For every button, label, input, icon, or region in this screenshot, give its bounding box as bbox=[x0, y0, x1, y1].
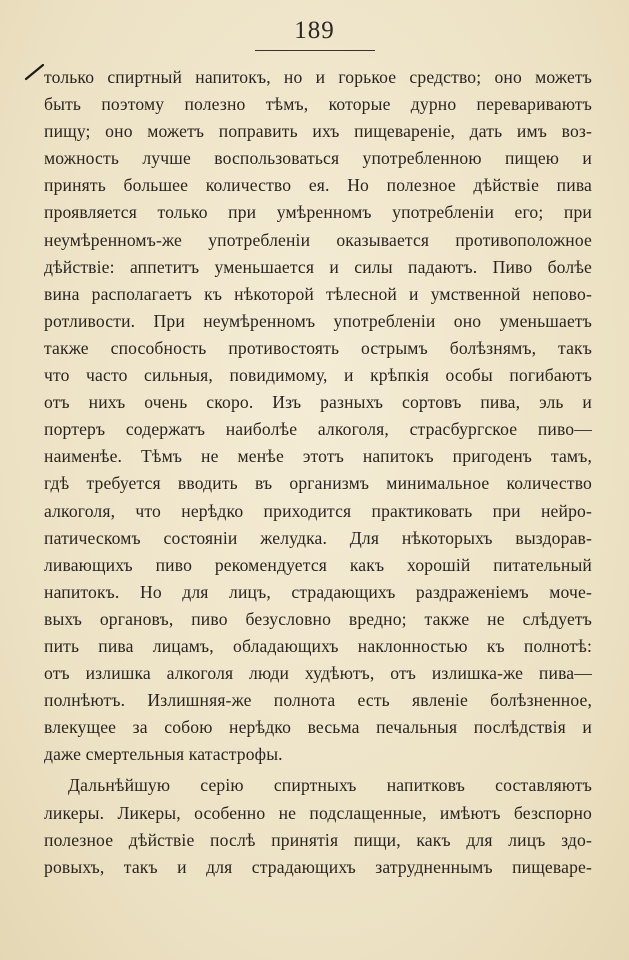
text-line: наименѣе. Тѣмъ не менѣе этотъ напитокъ пригоденъ тамъ, bbox=[44, 446, 592, 467]
text-line: что часто сильныя, повидимому, и крѣпкія особы погибаютъ bbox=[44, 365, 592, 386]
text-line: пить пива лицамъ, обладающихъ наклонностью къ полнотѣ: bbox=[44, 635, 592, 656]
text-line: отъ нихъ очень скоро. Изъ разныхъ сортовъ пива, эль и bbox=[44, 392, 592, 413]
text-line: отъ излишка алкоголя люди худѣютъ, отъ излишка-же пива— bbox=[44, 663, 592, 684]
text-line: ливающихъ пиво рекомендуется какъ хорошій питательный bbox=[44, 554, 592, 575]
text-line: гдѣ требуется вводить въ организмъ минимальное количество bbox=[44, 473, 592, 494]
text-line: Дальнѣйшую серію спиртныхъ напитковъ составляютъ bbox=[68, 775, 592, 796]
text-line: пищу; оно можетъ поправить ихъ пищевареніе, дать имъ воз- bbox=[44, 121, 592, 142]
text-line: напитокъ. Но для лицъ, страдающихъ раздраженіемъ моче- bbox=[44, 581, 592, 602]
paragraph-2 bbox=[44, 772, 592, 880]
text-line: принять большее количество ея. Но полезное дѣйствіе пива bbox=[44, 175, 592, 196]
paragraph-1 bbox=[44, 64, 592, 768]
text-line: даже смертельныя катастрофы. bbox=[44, 744, 283, 765]
text-line: только спиртный напитокъ, но и горькое средство; оно можетъ bbox=[44, 67, 592, 87]
text-line: также способность противостоять острымъ болѣзнямъ, такъ bbox=[44, 337, 592, 358]
text-line: можность лучше воспользоваться употребленною пищею и bbox=[44, 148, 592, 169]
text-line: дѣйствіе: аппетитъ уменьшается и силы падаютъ. Пиво болѣе bbox=[44, 256, 592, 277]
text-line: влекущее за собою нерѣдко весьма печальныя послѣдствія и bbox=[44, 717, 592, 738]
text-line: ликеры. Ликеры, особенно не подслащенные, имѣютъ безспорно bbox=[44, 802, 592, 823]
text-line: быть поэтому полезно тѣмъ, которые дурно перевариваютъ bbox=[44, 94, 592, 115]
text-line: патическомъ состояніи желудка. Для нѣкоторыхъ выздорав- bbox=[44, 527, 592, 548]
text-line: неумѣренномъ-же употребленіи оказывается противоположное bbox=[44, 229, 592, 250]
text-line: проявляется только при умѣренномъ употребленіи его; при bbox=[44, 202, 592, 223]
text-line: полезное дѣйствіе послѣ принятія пищи, какъ для лицъ здо- bbox=[44, 829, 592, 850]
header-rule bbox=[255, 50, 375, 51]
text-line: вина располагаетъ къ нѣкоторой тѣлесной и умственной неповo- bbox=[44, 283, 592, 304]
text-line: портеръ содержатъ наиболѣе алкоголя, страсбургское пиво— bbox=[44, 419, 592, 440]
text-line: выхъ органовъ, пиво безусловно вредно; также не слѣдуетъ bbox=[44, 608, 592, 629]
text-line: полнѣютъ. Излишняя-же полнота есть явленіе болѣзненное, bbox=[44, 690, 592, 711]
text-line: ровыхъ, такъ и для страдающихъ затрудненнымъ пищеваре- bbox=[44, 856, 592, 877]
pencil-margin-mark bbox=[24, 63, 46, 81]
body-text bbox=[44, 64, 592, 881]
page-number: 189 bbox=[294, 17, 335, 44]
text-line: ротливости. При неумѣренномъ употребленіи оно уменьшаетъ bbox=[44, 310, 592, 331]
text-line: алкоголя, что нерѣдко приходится практиковать при нейро- bbox=[44, 500, 592, 521]
